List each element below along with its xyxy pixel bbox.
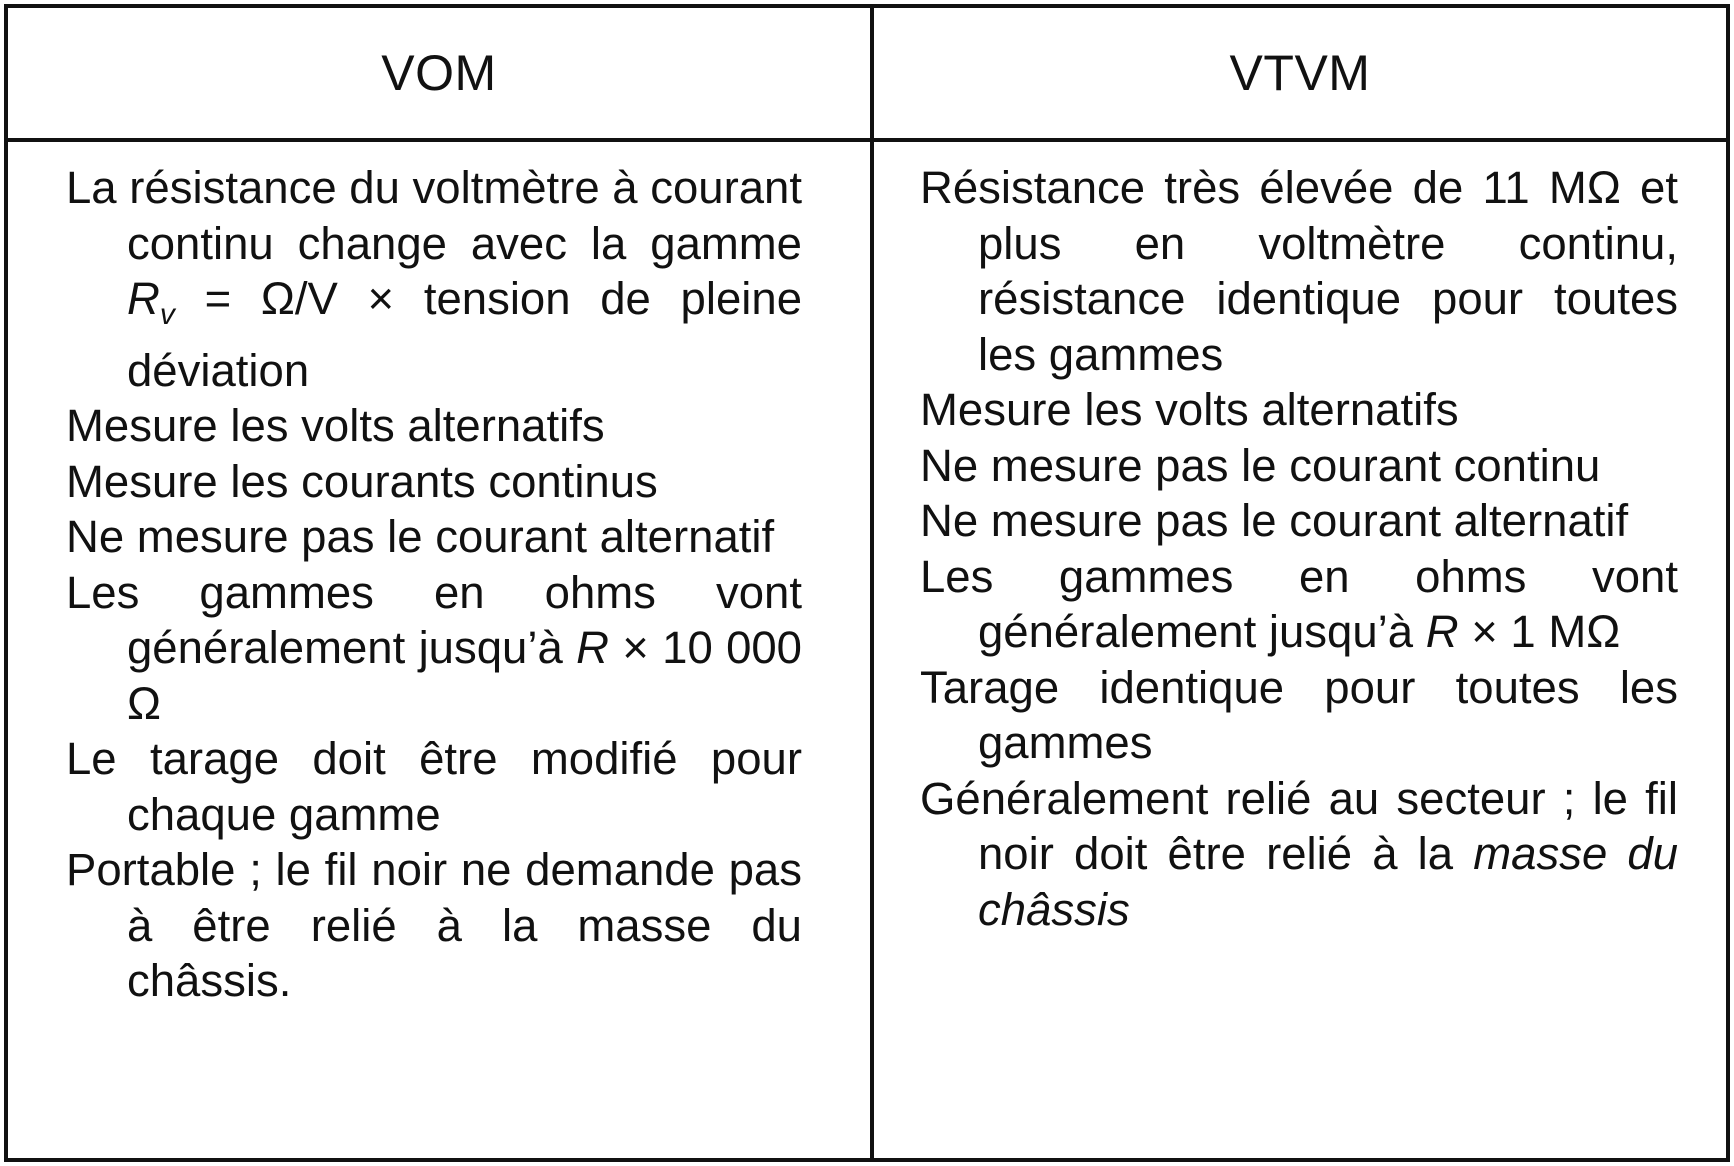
vom-entry-portable: Portable ; le fil noir ne demande pas à être relié à la masse du châssis. [66, 844, 802, 1007]
vtvm-entry-resistance: Résistance très élevée de 11 MΩ et plus en voltmètre continu, résistance identique pour toutes les gammes [920, 162, 1678, 380]
rv-symbol: R [127, 273, 160, 324]
vom-entry-resistance-text: La résistance du voltmètre à courant continu change avec la gamme [66, 162, 802, 269]
vtvm-entry-ohm-ranges-tail: × 1 MΩ [1458, 606, 1621, 657]
header-vtvm: VTVM [1229, 45, 1371, 101]
r-symbol: R [1425, 606, 1459, 657]
vtvm-entry-calibration: Tarage identique pour toutes les gammes [920, 661, 1678, 768]
vom-entry-ohm-ranges [66, 565, 802, 732]
vtvm-entry-mains-text: Généralement relié au secteur ; le fil noir doit être relié à la [920, 772, 1678, 879]
vtvm-column [920, 160, 1678, 937]
vom-column [66, 160, 802, 1009]
table-header-row [8, 8, 1726, 142]
vtvm-entry-mains [920, 771, 1678, 938]
header-vom: VOM [381, 45, 497, 101]
vtvm-entry-ohm-ranges-text: Les gammes en ohms vont généralement jusqu’à [920, 550, 1678, 657]
vom-entry-dc-current: Mesure les courants continus [66, 455, 658, 507]
vom-entry-ac-current: Ne mesure pas le courant alternatif [66, 511, 775, 563]
column-divider [870, 8, 874, 1158]
vom-entry-calibration: Le tarage doit être modifié pour chaque gamme [66, 733, 802, 840]
vtvm-entry-ohm-ranges [920, 549, 1678, 660]
vtvm-entry-ac-current: Ne mesure pas le courant alternatif [920, 495, 1629, 546]
vom-entry-ohm-ranges-tail: × 10 000 Ω [127, 622, 802, 729]
vtvm-entry-ac-volts: Mesure les volts alternatifs [920, 384, 1459, 435]
vtvm-entry-dc-current: Ne mesure pas le courant continu [920, 439, 1601, 491]
r-symbol: R [576, 622, 609, 674]
rv-subscript: v [159, 298, 175, 332]
vom-entry-ac-volts: Mesure les volts alternatifs [66, 400, 605, 452]
vtvm-entry-mains-italic: masse du châssis [978, 828, 1679, 935]
vom-entry-resistance [66, 160, 802, 398]
vom-entry-ohm-ranges-text: Les gammes en ohms vont généralement jusqu’à [66, 566, 802, 674]
vom-entry-resistance-tail: = Ω/V × tension de pleine déviation [127, 273, 802, 396]
